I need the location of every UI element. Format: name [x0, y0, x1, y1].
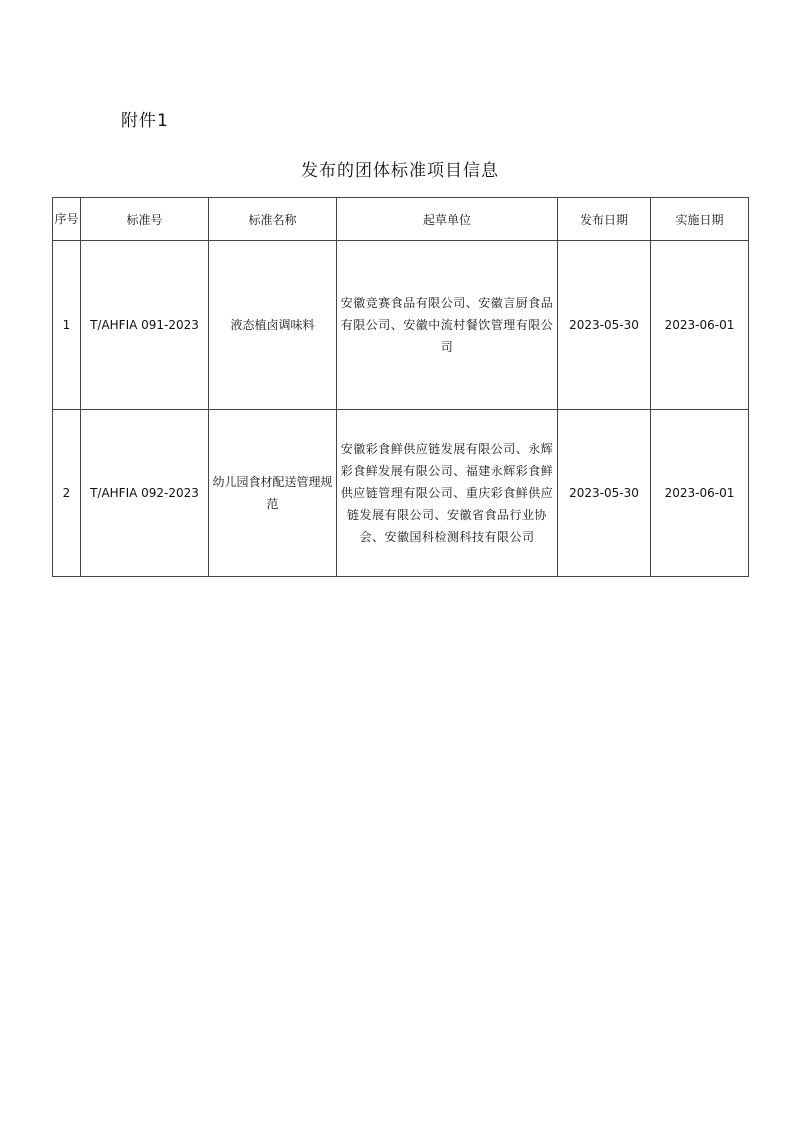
row-standard-name: 幼儿园食材配送管理规范 — [209, 410, 337, 577]
document-title: 发布的团体标准项目信息 — [301, 161, 499, 181]
row-seq: 2 — [53, 410, 81, 577]
row-effective-date: 2023-06-01 — [651, 241, 749, 410]
row-standard-code: T/AHFIA 091-2023 — [81, 241, 209, 410]
row-effective-date: 2023-06-01 — [651, 410, 749, 577]
row-drafting-unit: 安徽竞赛食品有限公司、安徽言厨食品有限公司、安徽中流村餐饮管理有限公司 — [337, 241, 558, 410]
table-row — [53, 410, 749, 577]
table-header-row — [53, 198, 749, 241]
row-standard-name: 液态植卤调味料 — [209, 241, 337, 410]
header-seq: 序号 — [53, 198, 81, 241]
header-standard-code: 标准号 — [81, 198, 209, 241]
row-publish-date: 2023-05-30 — [558, 410, 651, 577]
table-row — [53, 241, 749, 410]
header-drafting-unit: 起草单位 — [337, 198, 558, 241]
header-publish-date: 发布日期 — [558, 198, 651, 241]
row-standard-code: T/AHFIA 092-2023 — [81, 410, 209, 577]
header-effective-date: 实施日期 — [651, 198, 749, 241]
row-seq: 1 — [53, 241, 81, 410]
standards-table — [52, 197, 749, 577]
row-publish-date: 2023-05-30 — [558, 241, 651, 410]
header-standard-name: 标准名称 — [209, 198, 337, 241]
row-drafting-unit: 安徽彩食鲜供应链发展有限公司、永辉彩食鲜发展有限公司、福建永辉彩食鲜供应链管理有限公司、重庆彩食鲜供应链发展有限公司、安徽省食品行业协会、安徽国科检测科技有限公司 — [337, 410, 558, 577]
attachment-label: 附件1 — [121, 111, 169, 131]
